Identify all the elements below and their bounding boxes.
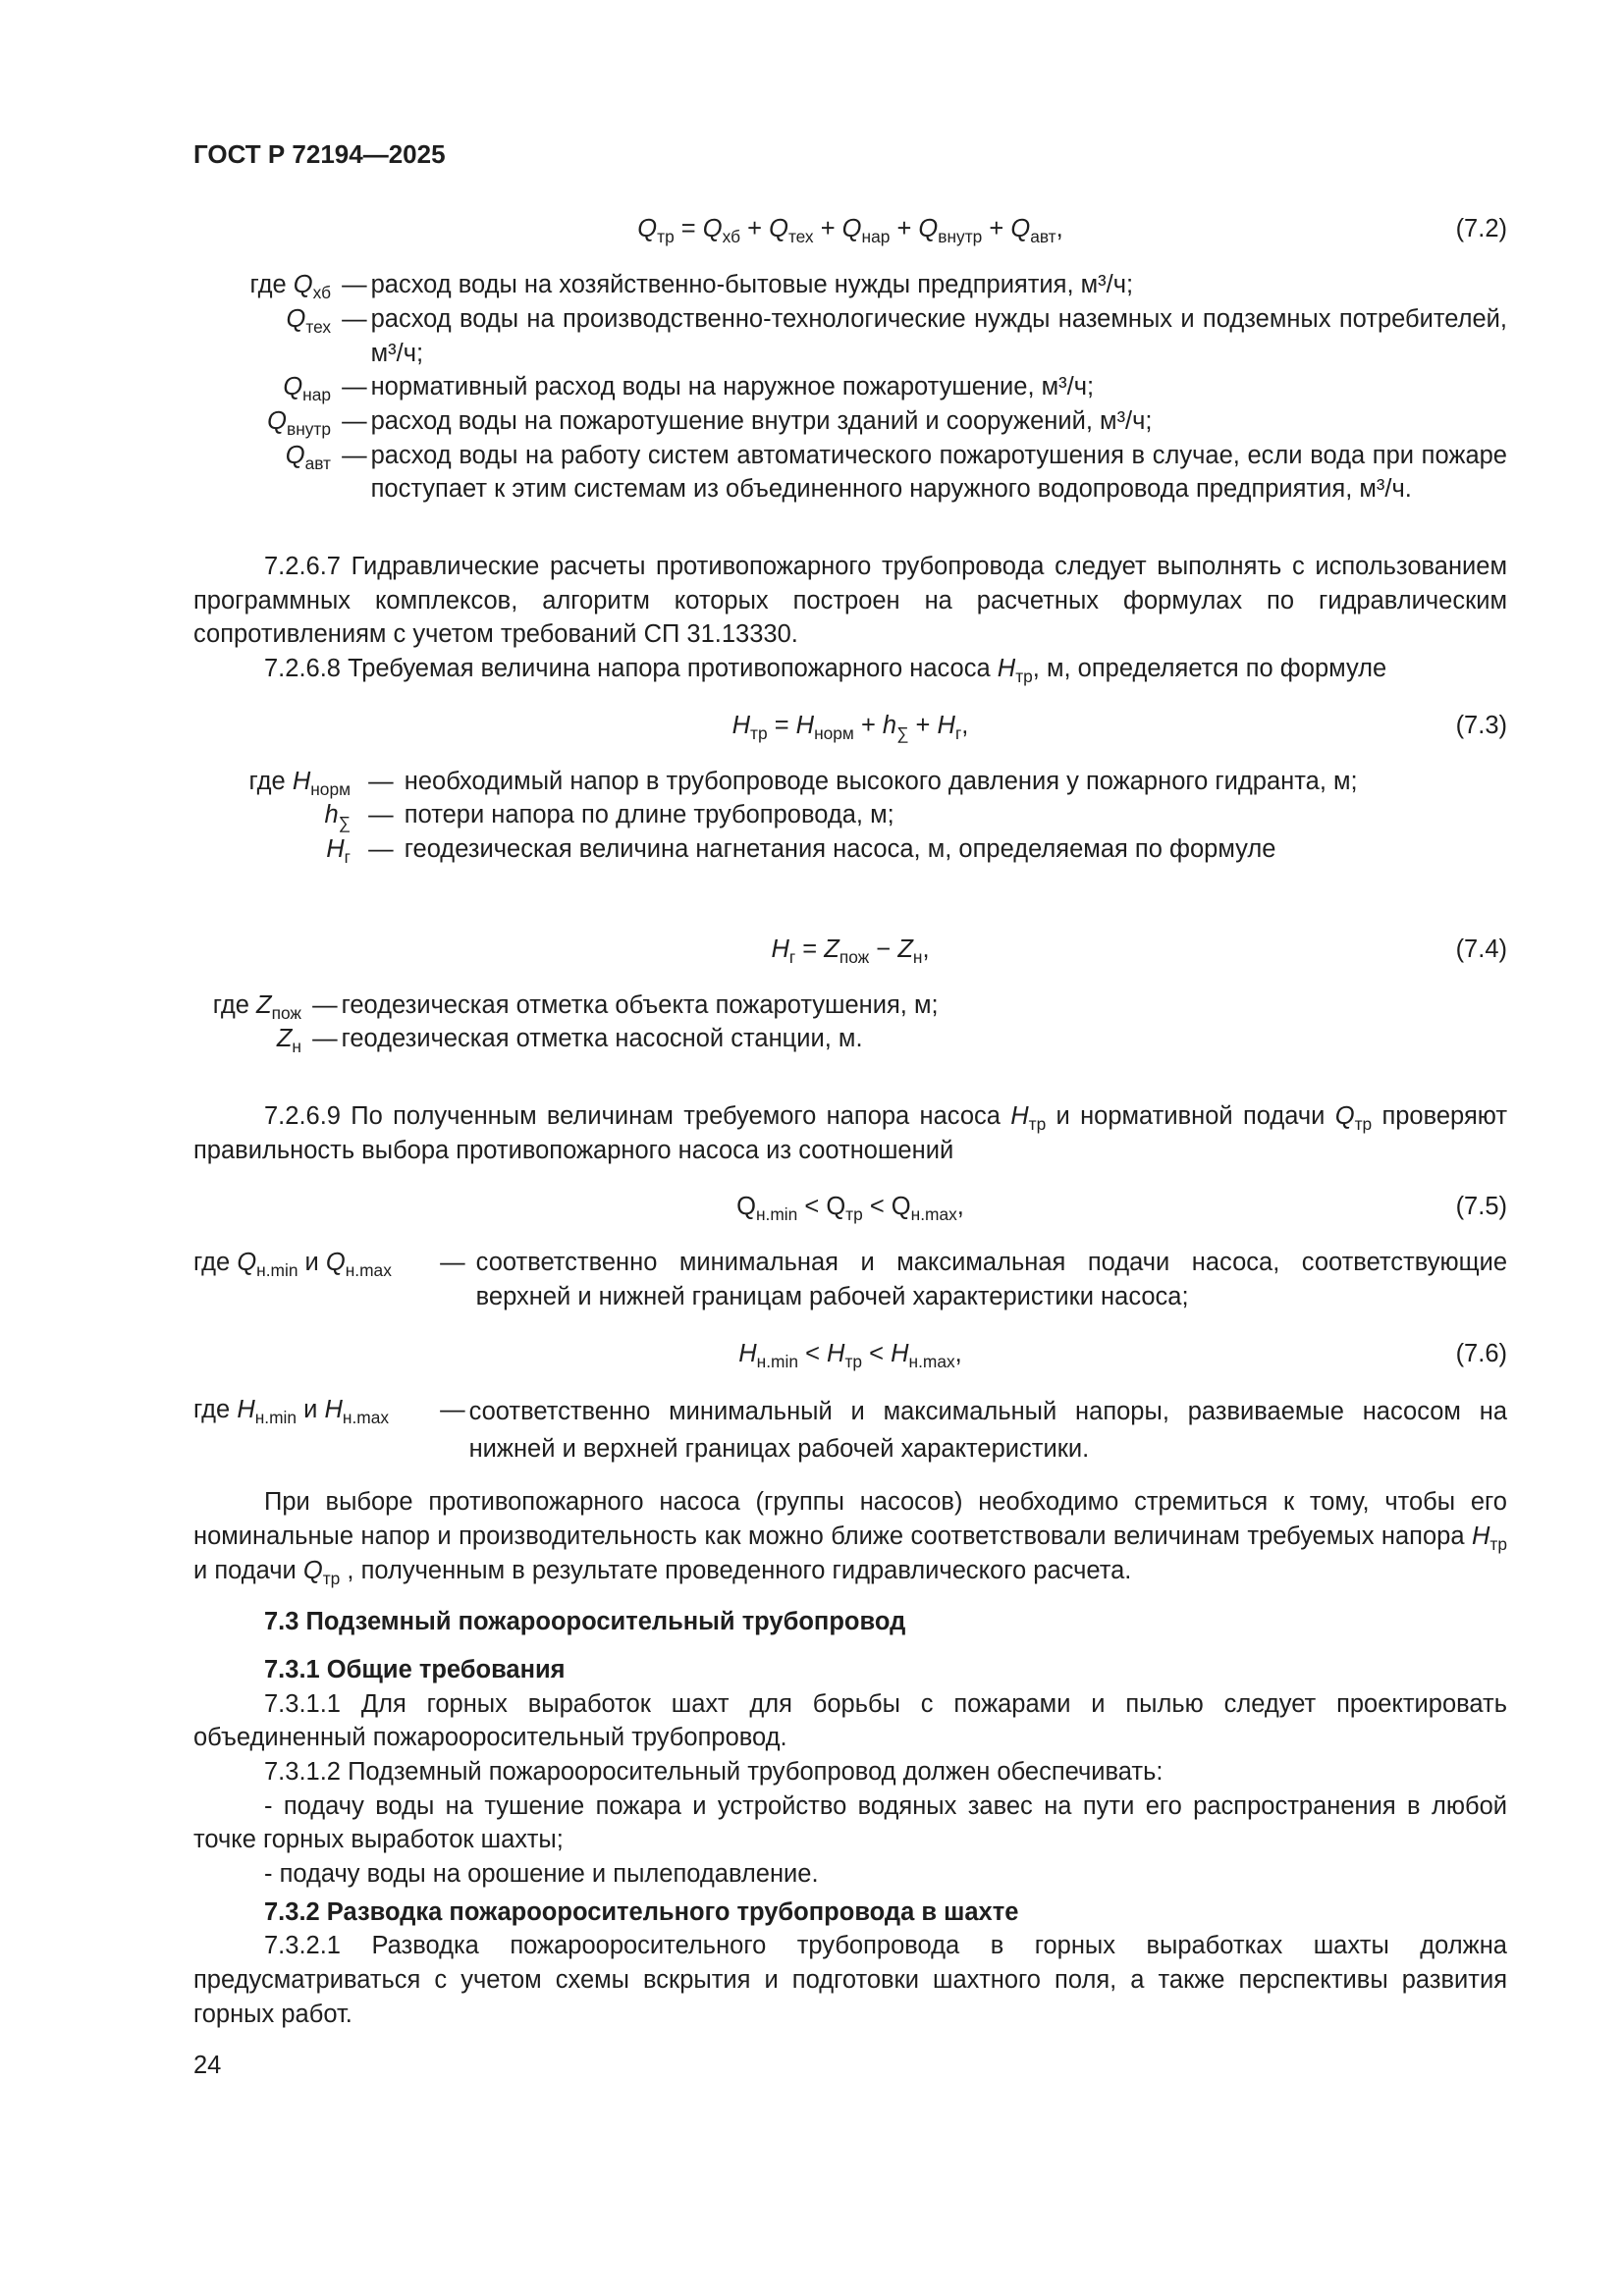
section-heading-7-3-2: 7.3.2 Разводка пожарооросительного трубопровода в шахте (264, 1897, 1019, 1926)
section-heading-7-3: 7.3 Подземный пожарооросительный трубопровод (264, 1608, 906, 1636)
definition-text: геодезическая величина нагнетания насоса, м, определяемая по формуле (404, 835, 1276, 864)
definition-symbol: где $H_{н.min}$ и $H_{н.max}$ (193, 1395, 390, 1427)
definition-symbol: $Z_н$ (276, 1025, 301, 1057)
definition-symbol: $h_\sum$ (324, 801, 351, 833)
definition-row: где $Q_{н.min}$ и $Q_{н.max}$ — соответственно минимальная и максимальная подачи насоса, соответствующие верхней и нижней границам рабочей характеристики насоса; (193, 1246, 1507, 1313)
paragraph-7-3-1-1: 7.3.1.1 Для горных выработок шахт для борьбы с пожарами и пылью следует проектировать объединенный пожарооросительный трубопровод. (193, 1689, 1507, 1752)
formula-7-5 (193, 1189, 1507, 1224)
paragraph-7-3-1-2: 7.3.1.2 Подземный пожарооросительный трубопровод должен обеспечивать: (264, 1758, 1164, 1786)
formula-number: (7.6) (1455, 1339, 1507, 1367)
formula-7-5-body: $Q_{н.min} < Q_{тр} < Q_{н.max}$, (736, 1193, 964, 1225)
paragraph-7-2-6-7: 7.2.6.7 Гидравлические расчеты противопожарного трубопровода следует выполнять с использованием программных комплексов, алгоритм которых построен на расчетных формулах по гидравлическим сопротивлениям с учетом требований СП 31.13330. (193, 553, 1507, 649)
definition-symbol: где $Q_{н.min}$ и $Q_{н.max}$ (193, 1249, 392, 1281)
document-header: ГОСТ Р 72194—2025 (193, 139, 446, 169)
definition-row: $Q_{внутр}$ — расход воды на пожаротушение внутри зданий и сооружений, м³/ч; (193, 404, 1507, 439)
definition-row: $h_\sum$ — потери напора по длине трубопровода, м; (193, 798, 1507, 832)
definition-text: расход воды на хозяйственно-бытовые нужды предприятия, м³/ч; (370, 271, 1134, 299)
formula-7-4-body: $H_г = Z_{пож} - Z_н$, (771, 934, 930, 967)
definition-row: где $H_{норм}$ — необходимый напор в трубопроводе высокого давления у пожарного гидранта, м; (193, 765, 1507, 799)
definition-text: соответственно минимальная и максимальная подачи насоса, соответствующие верхней и нижней границам рабочей характеристики насоса; (475, 1249, 1507, 1311)
formula-number: (7.2) (1455, 215, 1507, 243)
definition-symbol: где $Z_{пож}$ (212, 990, 301, 1023)
definition-symbol: $H_г$ (326, 835, 351, 868)
definition-row: где $Z_{пож}$ — геодезическая отметка объекта пожаротушения, м; (193, 988, 1507, 1023)
formula-7-2 (193, 211, 1507, 246)
definition-row: $Q_{авт}$ — расход воды на работу систем автоматического пожаротушения в случае, если вода при пожаре поступает к этим системам из объединенного наружного водопровода предприятия, м³/ч. (193, 439, 1507, 507)
page-number: 24 (193, 2052, 222, 2080)
definitions-7-6 (193, 1393, 1507, 1468)
definitions-7-4 (193, 988, 1507, 1056)
definition-row: $H_г$ — геодезическая величина нагнетания насоса, м, определяемая по формуле (193, 832, 1507, 867)
definitions-7-3 (193, 765, 1507, 867)
definition-text: геодезическая отметка насосной станции, м. (341, 1025, 863, 1053)
formula-number: (7.5) (1455, 1193, 1507, 1221)
definition-symbol: $Q_{тех}$ (286, 305, 331, 338)
formula-number: (7.4) (1455, 934, 1507, 963)
document-page (193, 137, 1507, 2083)
definition-symbol: где $H_{норм}$ (248, 767, 351, 799)
formula-7-2-body: $Q_{тр} = Q_{хб} + Q_{тех} + Q_{нар} + Q_{внутр} + Q_{авт}$, (637, 215, 1063, 247)
definition-row: $Q_{тех}$ — расход воды на производственно-технологические нужды наземных и подземных потребителей, м³/ч; (193, 302, 1507, 370)
definition-row: $Q_{нар}$ — нормативный расход воды на наружное пожаротушение, м³/ч; (193, 370, 1507, 404)
paragraph-pump-choice: При выборе противопожарного насоса (группы насосов) необходимо стремиться к тому, чтобы его номинальные напор и производительность как можно ближе соответствовали величинам требуемых напора $H_{тр}$ и подачи $Q_{тр}$ , полученным в результате проведенного гидравлического расчета. (193, 1488, 1507, 1588)
definition-symbol: $Q_{авт}$ (285, 441, 331, 473)
definition-row: $Z_н$ — геодезическая отметка насосной станции, м. (193, 1022, 1507, 1056)
definition-text: расход воды на пожаротушение внутри зданий и сооружений, м³/ч; (370, 407, 1153, 436)
paragraph-7-2-6-8: 7.2.6.8 Требуемая величина напора противопожарного насоса $H_{тр}$, м, определяется по формуле (264, 655, 1387, 687)
paragraph-7-3-2-1: 7.3.2.1 Разводка пожарооросительного трубопровода в горных выработках шахты должна предусматриваться с учетом схемы вскрытия и подготовки шахтного поля, а также перспективы развития горных работ. (193, 1932, 1507, 2028)
definition-symbol: $Q_{внутр}$ (267, 407, 331, 440)
formula-7-6-body: $H_{н.min} < H_{тр} < H_{н.max}$, (738, 1339, 962, 1371)
list-item: - подачу воды на тушение пожара и устройство водяных завес на пути его распространения в любой точке горных выработок шахты; (193, 1791, 1507, 1854)
definition-symbol: где $Q_{хб}$ (249, 271, 331, 303)
formula-7-6 (193, 1336, 1507, 1371)
definition-text: расход воды на производственно-технологические нужды наземных и подземных потребителей, м³/ч; (370, 305, 1507, 367)
definition-text: необходимый напор в трубопроводе высокого давления у пожарного гидранта, м; (404, 767, 1358, 795)
definition-text: соответственно минимальный и максимальный напоры, развиваемые насосом на нижней и верхней границах рабочей характеристики. (468, 1397, 1507, 1464)
list-item: - подачу воды на орошение и пылеподавление. (264, 1860, 819, 1889)
definition-text: потери напора по длине трубопровода, м; (404, 801, 894, 829)
definition-row: где $Q_{хб}$ — расход воды на хозяйственно-бытовые нужды предприятия, м³/ч; (193, 268, 1507, 302)
section-heading-7-3-1: 7.3.1 Общие требования (264, 1655, 566, 1683)
definition-row: где $H_{н.min}$ и $H_{н.max}$ — соответственно минимальный и максимальный напоры, развиваемые насосом на нижней и верхней границах рабочей характеристики. (193, 1393, 1507, 1468)
definition-text: нормативный расход воды на наружное пожаротушение, м³/ч; (370, 373, 1095, 401)
formula-number: (7.3) (1455, 711, 1507, 739)
definitions-7-2 (193, 268, 1507, 507)
formula-7-3 (193, 708, 1507, 743)
definition-text: расход воды на работу систем автоматического пожаротушения в случае, если вода при пожаре поступает к этим системам из объединенного наружного водопровода предприятия, м³/ч. (370, 441, 1507, 504)
definitions-7-5 (193, 1246, 1507, 1313)
formula-7-3-body: $H_{тр} = H_{норм} + h_\sum + H_г$, (731, 711, 969, 743)
definition-text: геодезическая отметка объекта пожаротушения, м; (341, 990, 939, 1019)
definition-symbol: $Q_{нар}$ (283, 373, 331, 405)
paragraph-7-2-6-9: 7.2.6.9 По полученным величинам требуемого напора насоса $H_{тр}$ и нормативной подачи $Q_{тр}$ проверяют правильность выбора противопожарного насоса из соотношений (193, 1102, 1507, 1164)
formula-7-4 (193, 932, 1507, 967)
